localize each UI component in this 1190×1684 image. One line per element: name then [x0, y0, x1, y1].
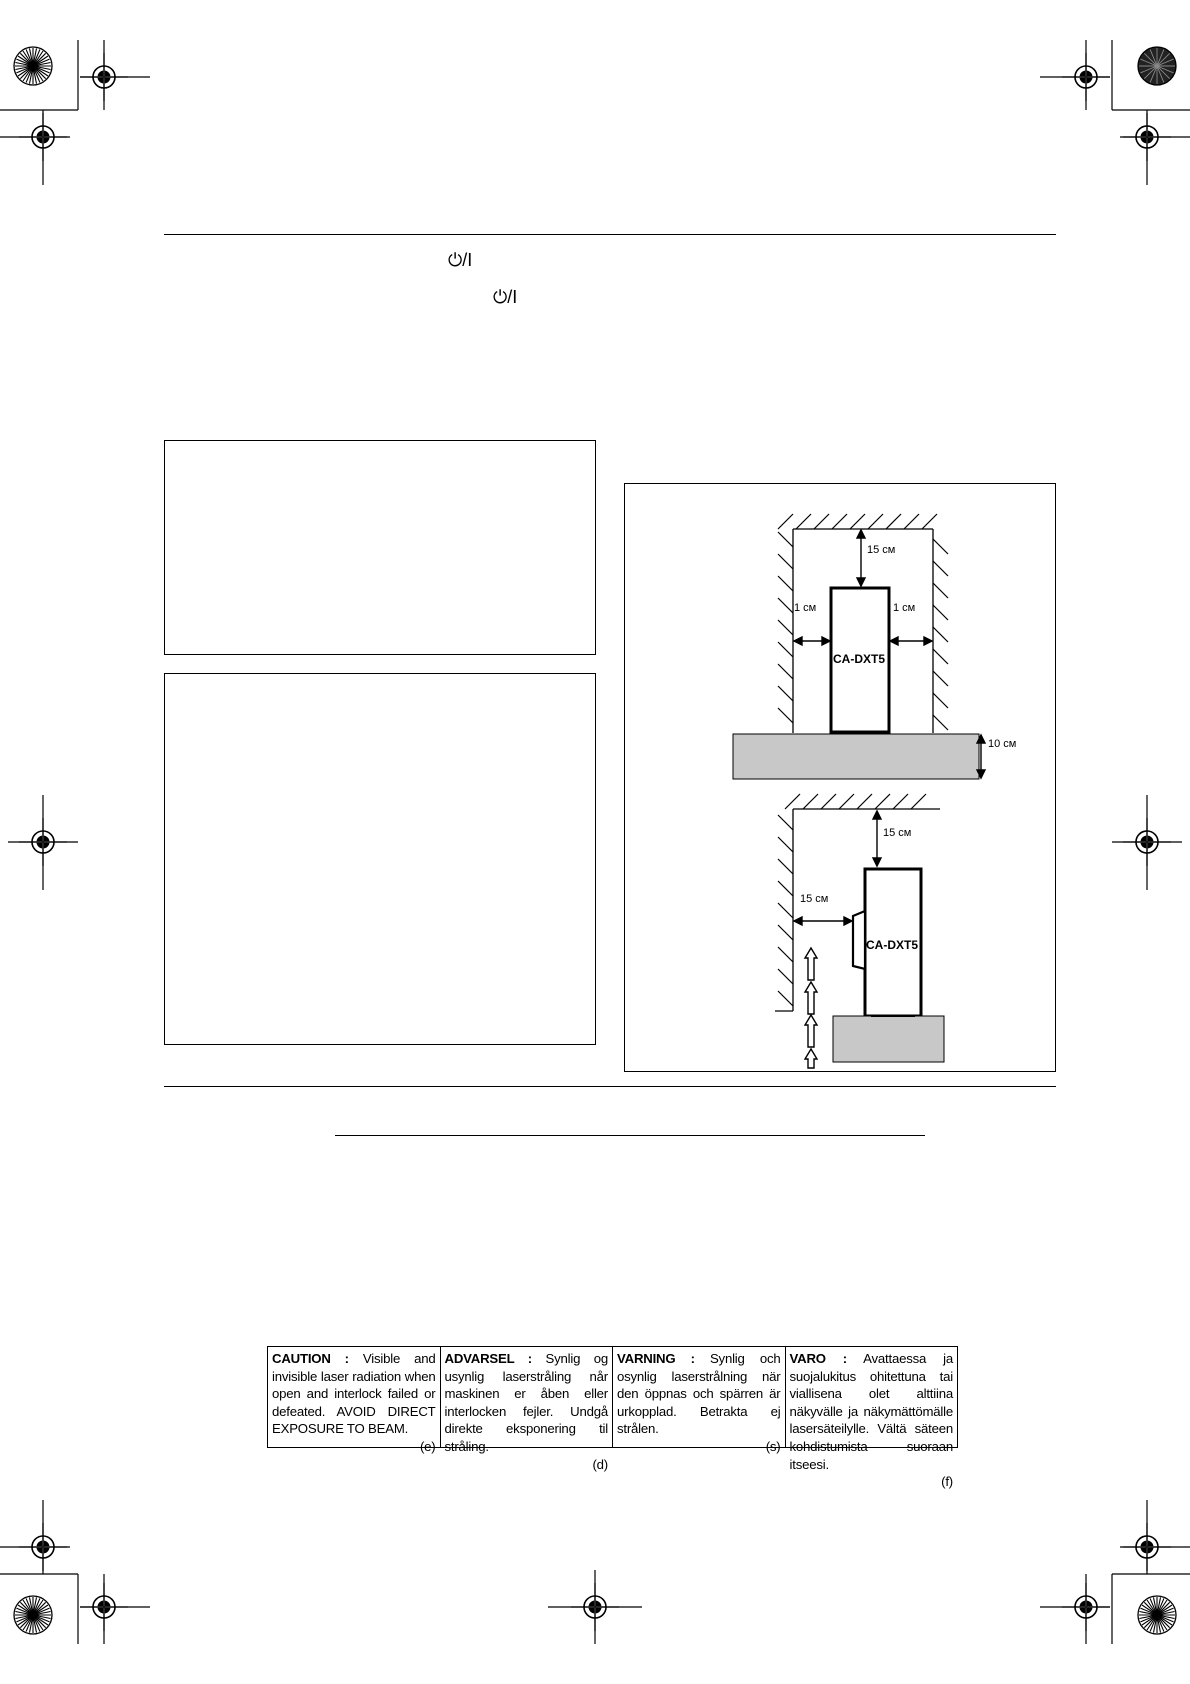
caution-column-finnish [786, 1347, 958, 1490]
base-dim-10cm: 10 см [988, 738, 1017, 750]
laser-caution-label [267, 1346, 958, 1490]
right-dim-1cm: 1 см [893, 602, 916, 614]
advarsel-code: (d) [592, 1456, 608, 1472]
caution-column-swedish [613, 1347, 786, 1454]
power-symbol-2: ⏻/I [493, 287, 518, 307]
top-dim-15cm: 15 см [867, 544, 896, 556]
left-dim-1cm: 1 см [794, 602, 817, 614]
caution-column-english [268, 1347, 441, 1454]
varo-text: Avattaessa ja suojalukitus ohitettuna tai viallisena olet alttiina näkyvälle ja näkymättömälle lasersäteilylle. Vältä säteen kohdistumista suoraan itseesi. [789, 1351, 953, 1472]
varo-code: (f) [941, 1474, 953, 1490]
model-label-side: CA-DXT5 [866, 938, 919, 952]
side-left-dim-15cm: 15 см [800, 893, 829, 905]
model-label-front: CA-DXT5 [833, 652, 886, 666]
bottom-divider [164, 1086, 1056, 1087]
caution-heading: CAUTION : [272, 1351, 349, 1366]
caution-code: (e) [419, 1438, 436, 1454]
text-box-lower [164, 673, 596, 1045]
advarsel-text: Synlig og usynlig laserstråling når maskinen er åben eller interlocken fejler. Undgå direkte eksponering til stråling. [444, 1351, 609, 1454]
advarsel-heading: ADVARSEL : [444, 1351, 532, 1366]
top-divider [164, 234, 1056, 235]
text-box-upper [164, 440, 596, 655]
power-symbol-1: ⏻/I [448, 250, 473, 270]
placement-diagram-svg [625, 484, 1057, 1073]
varning-code: (s) [765, 1438, 781, 1454]
varning-heading: VARNING : [617, 1351, 695, 1366]
side-top-dim-15cm: 15 см [883, 827, 912, 839]
speaker-placement-diagram [624, 483, 1056, 1072]
short-divider [335, 1135, 925, 1136]
caution-column-danish [441, 1347, 614, 1472]
varo-heading: VARO : [789, 1351, 847, 1366]
varning-text: Synlig och osynlig laserstrålning när den öppnas och spärren är urkopplad. Betrakta ej strålen. [617, 1351, 781, 1437]
caution-text: Visible and invisible laser radiation when open and interlock failed or defeated. AVOID DIRECT EXPOSURE TO BEAM. [272, 1351, 436, 1437]
